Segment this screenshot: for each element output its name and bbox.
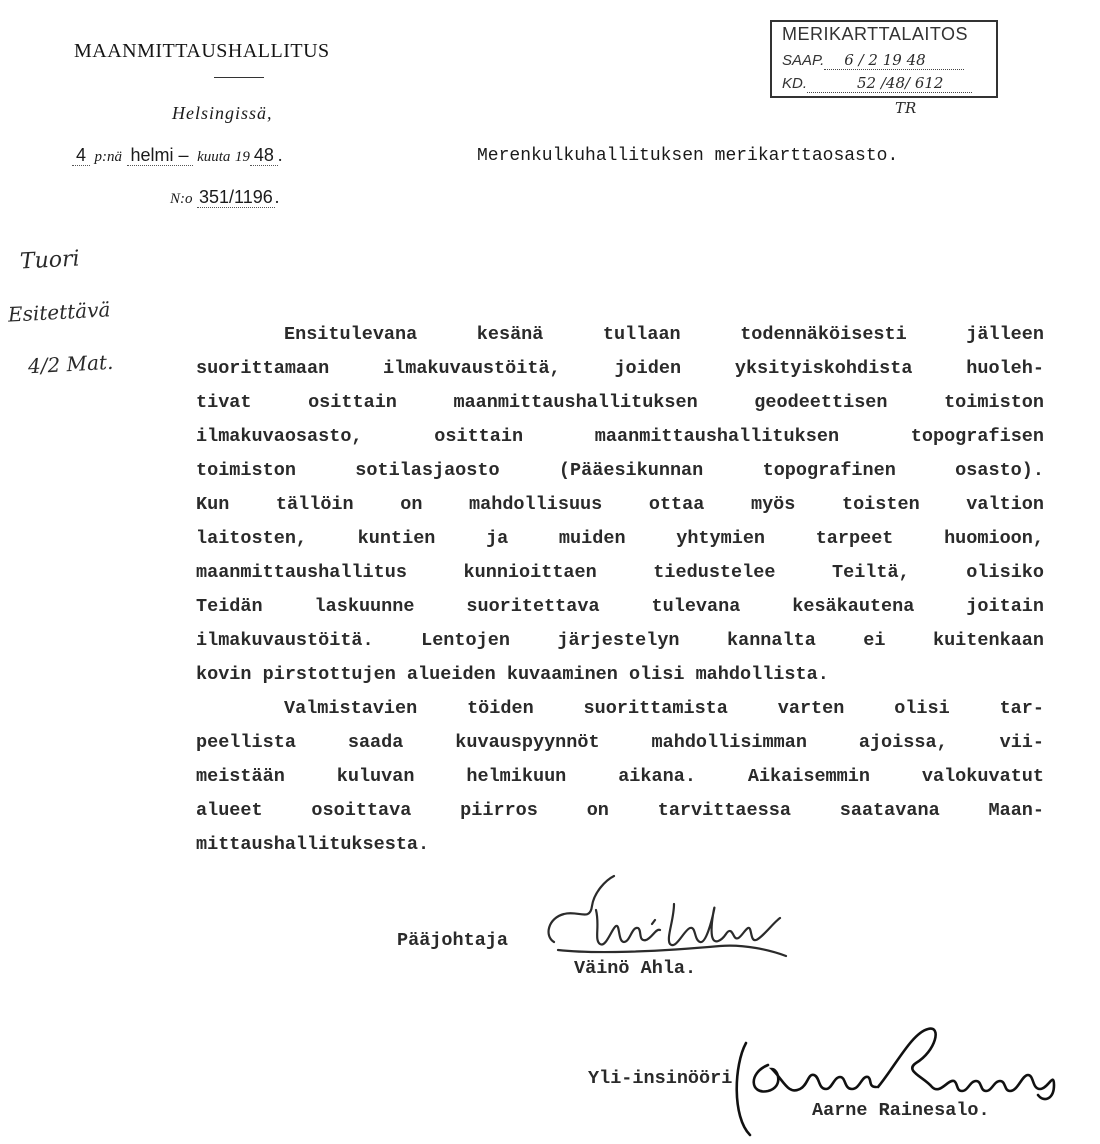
stamp-initials: TR — [895, 99, 917, 117]
stamp-kd-value: 52 /48/ 612 — [857, 74, 944, 92]
margin-note-2: Esitettävä — [7, 297, 111, 327]
letterhead-divider — [214, 77, 264, 78]
letterhead-org: MAANMITTAUSHALLITUS — [74, 40, 330, 62]
margin-note-1: Tuori — [19, 246, 81, 275]
body-line: ilmakuvaosasto, osittain maanmittaushallituksen topografisen — [196, 426, 1044, 447]
margin-note-3: 4/2 Mat. — [27, 349, 114, 379]
letter-body — [196, 318, 1044, 862]
body-line: Valmistavien töiden suorittamista varten olisi tar- — [284, 698, 1044, 719]
body-line: peellista saada kuvauspyynnöt mahdollisimman ajoissa, vii- — [196, 732, 1044, 753]
body-line: ilmakuvaustöitä. Lentojen järjestelyn kannalta ei kuitenkaan — [196, 630, 1044, 651]
signature-aarne-rainesalo — [728, 1025, 1068, 1144]
date-month: helmi – — [127, 145, 193, 166]
date-end: . — [277, 145, 283, 165]
date-day-label: p:nä — [94, 149, 123, 165]
signatory-1-name: Väinö Ahla. — [574, 958, 697, 979]
signatory-2-name: Aarne Rainesalo. — [812, 1100, 990, 1121]
body-line: Ensitulevana kesänä tullaan todennäköisesti jälleen — [284, 324, 1044, 345]
stamp-kd-row — [782, 74, 972, 93]
stamp-title: MERIKARTTALAITOS — [782, 24, 969, 44]
dateline — [72, 145, 282, 166]
body-line: mittaushallituksesta. — [196, 834, 430, 855]
body-line: kovin pirstottujen alueiden kuvaaminen olisi mahdollista. — [196, 664, 829, 685]
date-month-suffix: kuuta — [197, 149, 231, 165]
date-year: 48 — [250, 145, 278, 166]
stamp-saap-row — [782, 51, 964, 70]
body-line: toimiston sotilasjaosto (Pääesikunnan topografinen osasto). — [196, 460, 1044, 481]
body-line: Teidän laskuunne suoritettava tulevana kesäkautena joitain — [196, 596, 1044, 617]
body-line: laitosten, kuntien ja muiden yhtymien tarpeet huomioon, — [196, 528, 1044, 549]
letterhead-place: Helsingissä, — [172, 103, 273, 123]
body-line: Kun tällöin on mahdollisuus ottaa myös toisten valtion — [196, 494, 1044, 515]
stamp-kd-label: KD. — [782, 75, 808, 92]
signatory-1-title: Pääjohtaja — [397, 930, 509, 951]
date-year-prefix: 19 — [234, 149, 250, 165]
reference-value: 351/1196 — [199, 187, 273, 207]
stamp-saap-value: 6 / 2 19 48 — [844, 51, 926, 69]
recipient: Merenkulkuhallituksen merikarttaosasto. — [477, 146, 899, 166]
body-line: tivat osittain maanmittaushallituksen geodeettisen toimiston — [196, 392, 1044, 413]
body-line: suorittamaan ilmakuvaustöitä, joiden yksityiskohdista huoleh- — [196, 358, 1044, 379]
reference-label: N:o — [170, 191, 193, 207]
body-line: alueet osoittava piirros on tarvittaessa saatavana Maan- — [196, 800, 1044, 821]
reference-number: N:o 351/1196 . — [170, 187, 280, 207]
stamp-saap-label: SAAP. — [782, 52, 825, 69]
received-stamp — [770, 20, 998, 98]
date-day: 4 — [72, 145, 90, 166]
body-line: maanmittaushallitus kunnioittaen tiedustelee Teiltä, olisiko — [196, 562, 1044, 583]
body-line: meistään kuluvan helmikuun aikana. Aikaisemmin valokuvatut — [196, 766, 1044, 787]
signatory-2-title: Yli-insinööri — [588, 1068, 733, 1089]
